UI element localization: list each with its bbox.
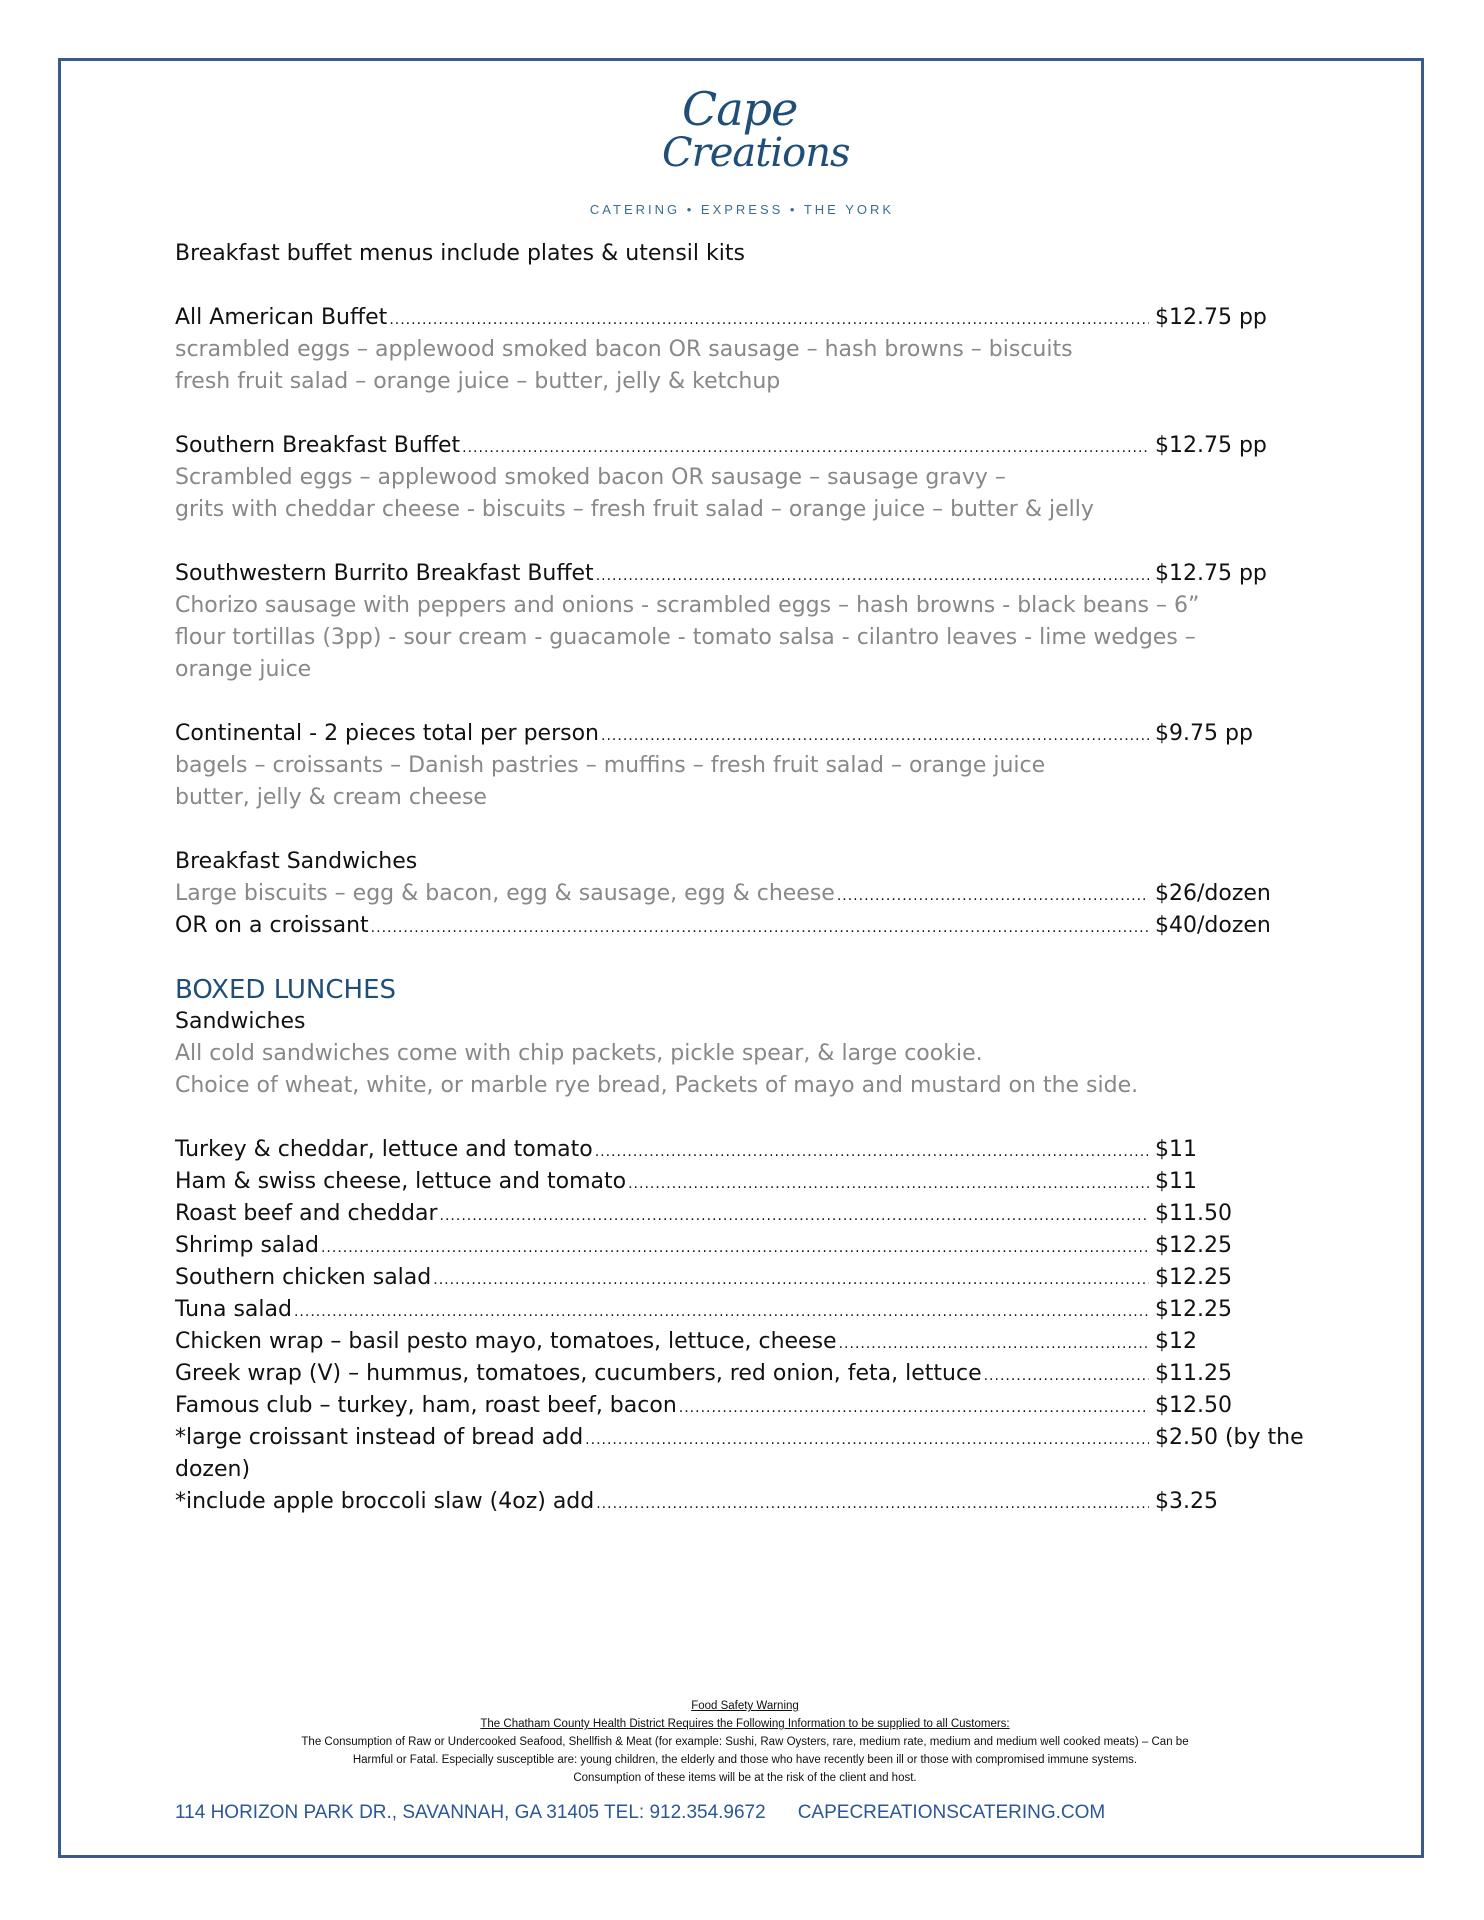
menu-item-sandwich	[175, 1166, 1315, 1198]
menu-item-southwestern	[175, 558, 1315, 590]
item-price: $11.25	[1155, 1361, 1232, 1386]
item-name: Chicken wrap – basil pesto mayo, tomatoes, lettuce, cheese	[175, 1329, 837, 1354]
leader-dots	[596, 1488, 1149, 1520]
leader-dots	[433, 1264, 1149, 1296]
item-price: $2.50 (by the	[1155, 1425, 1304, 1450]
leader-dots	[596, 560, 1149, 592]
menu-item-biscuits	[175, 878, 1315, 910]
item-description: flour tortillas (3pp) - sour cream - guacamole - tomato salsa - cilantro leaves - lime wedges –	[175, 625, 1196, 650]
item-description: scrambled eggs – applewood smoked bacon OR sausage – hash browns – biscuits	[175, 337, 1073, 362]
item-price: $3.25	[1155, 1489, 1218, 1514]
menu-item-sandwich	[175, 1358, 1315, 1390]
item-description: bagels – croissants – Danish pastries – muffins – fresh fruit salad – orange juice	[175, 753, 1046, 778]
item-name: Shrimp salad	[175, 1233, 319, 1258]
leader-dots	[628, 1168, 1149, 1200]
item-name: Roast beef and cheddar	[175, 1201, 438, 1226]
item-name: Tuna salad	[175, 1297, 292, 1322]
item-name: Large biscuits – egg & bacon, egg & sausage, egg & cheese	[175, 881, 835, 906]
boxed-note: All cold sandwiches come with chip packets, pickle spear, & large cookie.	[175, 1041, 983, 1066]
menu-item-sandwich	[175, 1198, 1315, 1230]
intro-text: Breakfast buffet menus include plates & utensil kits	[175, 241, 745, 266]
item-price: $12.75 pp	[1155, 433, 1267, 458]
item-name: Southern Breakfast Buffet	[175, 433, 461, 458]
section-subtitle-sandwiches: Sandwiches	[175, 1009, 306, 1034]
leader-dots	[601, 720, 1149, 752]
item-name: Southwestern Burrito Breakfast Buffet	[175, 561, 594, 586]
item-name: Famous club – turkey, ham, roast beef, bacon	[175, 1393, 677, 1418]
item-description: orange juice	[175, 657, 312, 682]
warning-text: The Consumption of Raw or Undercooked Seafood, Shellfish & Meat (for example: Sushi, Raw Oysters, rare, medium rate, medium and medium well cooked meats) – Can be	[301, 1736, 1189, 1748]
leader-dots	[837, 880, 1149, 912]
warning-text: Consumption of these items will be at the risk of the client and host.	[573, 1772, 917, 1784]
cape-creations-logo	[0, 82, 1484, 217]
price-wrap-text: dozen)	[175, 1457, 251, 1482]
item-name: All American Buffet	[175, 305, 388, 330]
menu-item-southern	[175, 430, 1315, 462]
website-link[interactable]: CAPECREATIONSCATERING.COM	[797, 1802, 1106, 1823]
menu-item-sandwich	[175, 1326, 1315, 1358]
item-price: $12.50	[1155, 1393, 1232, 1418]
leader-dots	[984, 1360, 1149, 1392]
menu-item-sandwich	[175, 1294, 1315, 1326]
menu-item-croissant	[175, 910, 1315, 942]
item-description: grits with cheddar cheese - biscuits – fresh fruit salad – orange juice – butter & jelly	[175, 497, 1094, 522]
item-name: Greek wrap (V) – hummus, tomatoes, cucumbers, red onion, feta, lettuce	[175, 1361, 982, 1386]
menu-item-addon-croissant	[175, 1422, 1315, 1454]
warning-title: Food Safety Warning	[691, 1700, 799, 1712]
address-phone: 114 HORIZON PARK DR., SAVANNAH, GA 31405 TEL: 912.354.9672	[175, 1802, 766, 1823]
leader-dots	[462, 432, 1149, 464]
logo-tagline: CATERING • EXPRESS • THE YORK	[589, 202, 895, 217]
warning-text: Harmful or Fatal. Especially susceptible are: young children, the elderly and those who have recently been ill or those with compromised immune systems.	[352, 1754, 1138, 1766]
item-name: Southern chicken salad	[175, 1265, 432, 1290]
menu-item-all-american	[175, 302, 1315, 334]
leader-dots	[595, 1136, 1149, 1168]
leader-dots	[321, 1232, 1149, 1264]
item-name: Continental - 2 pieces total per person	[175, 721, 600, 746]
logo-creations: Creations	[662, 130, 850, 176]
item-name: OR on a croissant	[175, 913, 369, 938]
menu-item-sandwich	[175, 1134, 1315, 1166]
item-description: Chorizo sausage with peppers and onions - scrambled eggs – hash browns - black beans – 6”	[175, 593, 1200, 618]
item-description: butter, jelly & cream cheese	[175, 785, 487, 810]
item-price: $11	[1155, 1137, 1197, 1162]
item-price: $9.75 pp	[1155, 721, 1253, 746]
leader-dots	[679, 1392, 1149, 1424]
leader-dots	[440, 1200, 1149, 1232]
item-price: $12.25	[1155, 1233, 1232, 1258]
menu-item-continental	[175, 718, 1315, 750]
item-description: Scrambled eggs – applewood smoked bacon OR sausage – sausage gravy –	[175, 465, 1006, 490]
leader-dots	[839, 1328, 1149, 1360]
menu-content	[175, 238, 1315, 1518]
leader-dots	[389, 304, 1149, 336]
warning-subtitle: The Chatham County Health District Requires the Following Information to be supplied to all Customers:	[480, 1718, 1010, 1730]
logo-wordmark	[642, 82, 850, 192]
menu-item-sandwich	[175, 1230, 1315, 1262]
menu-item-sandwich	[175, 1262, 1315, 1294]
item-price: $12.75 pp	[1155, 305, 1267, 330]
food-safety-warning	[175, 1697, 1315, 1787]
item-name: *large croissant instead of bread add	[175, 1425, 584, 1450]
item-name: *include apple broccoli slaw (4oz) add	[175, 1489, 595, 1514]
boxed-note: Choice of wheat, white, or marble rye bread, Packets of mayo and mustard on the side.	[175, 1073, 1139, 1098]
item-price: $11.50	[1155, 1201, 1232, 1226]
item-price: $26/dozen	[1155, 881, 1271, 906]
leader-dots	[294, 1296, 1149, 1328]
leader-dots	[585, 1424, 1149, 1456]
item-price: $11	[1155, 1169, 1197, 1194]
item-name: Ham & swiss cheese, lettuce and tomato	[175, 1169, 627, 1194]
section-title-boxed-lunches: BOXED LUNCHES	[175, 975, 397, 1005]
leader-dots	[371, 912, 1149, 944]
menu-item-sandwich	[175, 1390, 1315, 1422]
item-price: $12.25	[1155, 1297, 1232, 1322]
item-price: $12.75 pp	[1155, 561, 1267, 586]
footer-contact	[175, 1802, 1315, 1824]
item-price: $12.25	[1155, 1265, 1232, 1290]
item-price: $40/dozen	[1155, 913, 1271, 938]
item-price: $12	[1155, 1329, 1197, 1354]
menu-item-addon-slaw	[175, 1486, 1315, 1518]
item-description: fresh fruit salad – orange juice – butter, jelly & ketchup	[175, 369, 781, 394]
logo-cape: Cape	[682, 82, 798, 136]
item-name: Turkey & cheddar, lettuce and tomato	[175, 1137, 593, 1162]
section-title-breakfast-sandwiches: Breakfast Sandwiches	[175, 849, 418, 874]
